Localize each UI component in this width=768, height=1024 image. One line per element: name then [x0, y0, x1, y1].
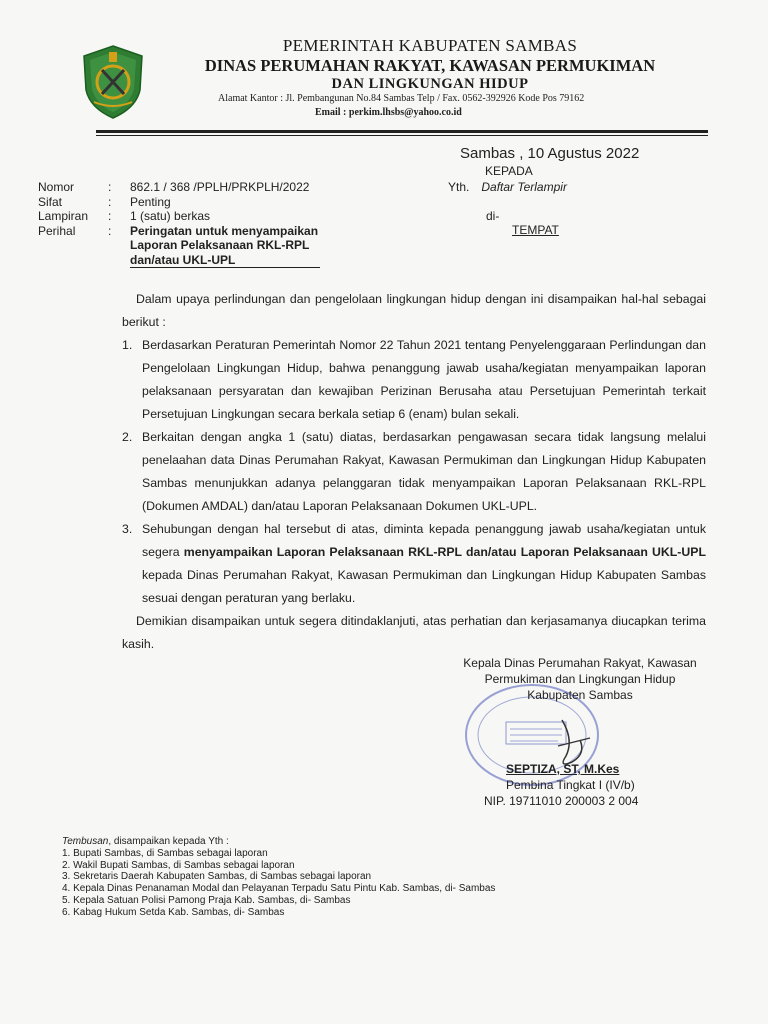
perihal-line-1: Peringatan untuk menyampaikan: [130, 223, 319, 238]
perihal-label: Perihal: [38, 223, 76, 238]
item-text: Berdasarkan Peraturan Pemerintah Nomor 22 Tahun 2021 tentang Penyelenggaraan Perlindungan dan Pengelolaan Lingkungan Hidup, bahwa penanggung jawab usaha/kegiatan menyampaikan laporan pelaksanaan persyaratan dan kewajiban Perizinan Berusaha atau Persetujuan Pemerintah terkait Persetujuan Lingkungan secara berkala setiap 6 (enam) bulan sekali.: [142, 338, 706, 421]
tembusan-title-rest: , disampaikan kepada Yth :: [108, 836, 229, 847]
letterhead-agency: DINAS PERUMAHAN RAKYAT, KAWASAN PERMUKIMAN: [204, 56, 656, 75]
body-item-2: [122, 426, 706, 518]
perihal-value: [130, 224, 320, 269]
body-item-1: [122, 334, 706, 426]
signature-title-1: Kepala Dinas Perumahan Rakyat, Kawasan: [463, 656, 697, 670]
item-number: 1.: [122, 338, 133, 352]
addressee-tempat: TEMPAT: [512, 223, 559, 237]
sifat-value: Penting: [130, 194, 171, 209]
tembusan-title: Tembusan: [62, 836, 109, 847]
addressee-kepada: KEPADA: [485, 164, 533, 178]
colon: :: [108, 194, 112, 209]
letterhead-government: PEMERINTAH KABUPATEN SAMBAS: [282, 36, 578, 55]
item-text: Berkaitan dengan angka 1 (satu) diatas, berdasarkan pengawasan secara tidak langsung melalui penelaahan data Dinas Perumahan Rakyat, Kawasan Permukiman dan Lingkungan Hidup Kabupaten Sambas menunjukkan adanya pelanggaran tidak menyampaikan Laporan Pelaksanaan RKL-RPL (Dokumen AMDAL) dan/atau Laporan Pelaksanaan Dokumen UKL-UPL.: [142, 430, 706, 513]
body-intro: Dalam upaya perlindungan dan pengelolaan lingkungan hidup dengan ini disampaikan hal-hal sebagai berikut :: [122, 292, 706, 329]
sambas-regency-emblem-icon: [80, 44, 146, 120]
body-items: [122, 334, 706, 610]
letter-fields: [38, 180, 320, 268]
colon: :: [108, 209, 112, 223]
list-item: 5. Kepala Satuan Polisi Pamong Praja Kab. Sambas, di- Sambas: [62, 894, 351, 906]
list-item: 6. Kabag Hukum Setda Kab. Sambas, di- Sambas: [62, 906, 285, 918]
item-text-pre: Sehubungan dengan hal tersebut di atas, diminta kepada penanggung jawab usaha/kegiatan untuk segera: [142, 522, 706, 559]
letterhead-address: Alamat Kantor : Jl. Pembangunan No.84 Sambas Telp / Fax. 0562-392926 Kode Pos 79162: [218, 93, 585, 104]
list-item: 1. Bupati Sambas, di Sambas sebagai laporan: [62, 847, 268, 859]
list-item: 4. Kepala Dinas Penanaman Modal dan Pelayanan Terpadu Satu Pintu Kab. Sambas, di- Sambas: [62, 883, 496, 895]
lampiran-value: 1 (satu) berkas: [130, 209, 211, 223]
perihal-line-3: dan/atau UKL-UPL: [130, 253, 320, 269]
colon: :: [108, 180, 112, 194]
addressee-yth: [448, 180, 567, 194]
recipient: Daftar Terlampir: [481, 180, 567, 194]
item-text-post: kepada Dinas Perumahan Rakyat, Kawasan Permukiman dan Lingkungan Hidup Kabupaten Sambas sesuai dengan peraturan yang berlaku.: [142, 568, 706, 605]
tembusan-list: [62, 848, 495, 919]
signatory-nip: NIP. 19711010 200003 2 004: [484, 794, 639, 808]
list-item: 2. Wakil Bupati Sambas, di Sambas sebagai laporan: [62, 859, 295, 871]
addressee-di: di-: [486, 209, 500, 223]
colon: :: [108, 223, 112, 238]
lampiran-label: Lampiran: [38, 209, 89, 223]
perihal-line-2: Laporan Pelaksanaan RKL-RPL: [130, 238, 310, 252]
tembusan-heading: [62, 836, 495, 848]
signature-title-2: Permukiman dan Lingkungan Hidup: [484, 672, 676, 686]
letter-body: [122, 288, 706, 656]
tembusan-section: [62, 836, 495, 919]
yth-label: Yth.: [448, 180, 470, 194]
nomor-value: 862.1 / 368 /PPLH/PRKPLH/2022: [130, 180, 310, 194]
body-closing: Demikian disampaikan untuk segera ditindaklanjuti, atas perhatian dan kerjasamanya diucapkan terima kasih.: [122, 614, 706, 651]
list-item: 3. Sekretaris Daerah Kabupaten Sambas, di Sambas sebagai laporan: [62, 871, 372, 883]
signatory-rank: Pembina Tingkat I (IV/b): [506, 778, 635, 792]
sifat-label: Sifat: [38, 194, 63, 209]
letterhead-agency-cont: DAN LINGKUNGAN HIDUP: [331, 76, 529, 92]
letterhead-rule-thin: [96, 135, 708, 136]
signatory-name: SEPTIZA, ST, M.Kes: [506, 762, 620, 776]
nomor-label: Nomor: [38, 180, 75, 194]
letterhead-rule-thick: [96, 130, 708, 133]
item-text-bold: menyampaikan Laporan Pelaksanaan RKL-RPL dan/atau Laporan Pelaksanaan UKL-UPL: [183, 545, 706, 559]
letterhead-email: Email : perkim.lhsbs@yahoo.co.id: [315, 107, 462, 118]
body-item-3: [122, 518, 706, 610]
item-number: 3.: [122, 522, 133, 536]
item-number: 2.: [122, 430, 133, 444]
letter-date: Sambas , 10 Agustus 2022: [460, 145, 640, 162]
signature-title-3: Kabupaten Sambas: [527, 688, 633, 702]
